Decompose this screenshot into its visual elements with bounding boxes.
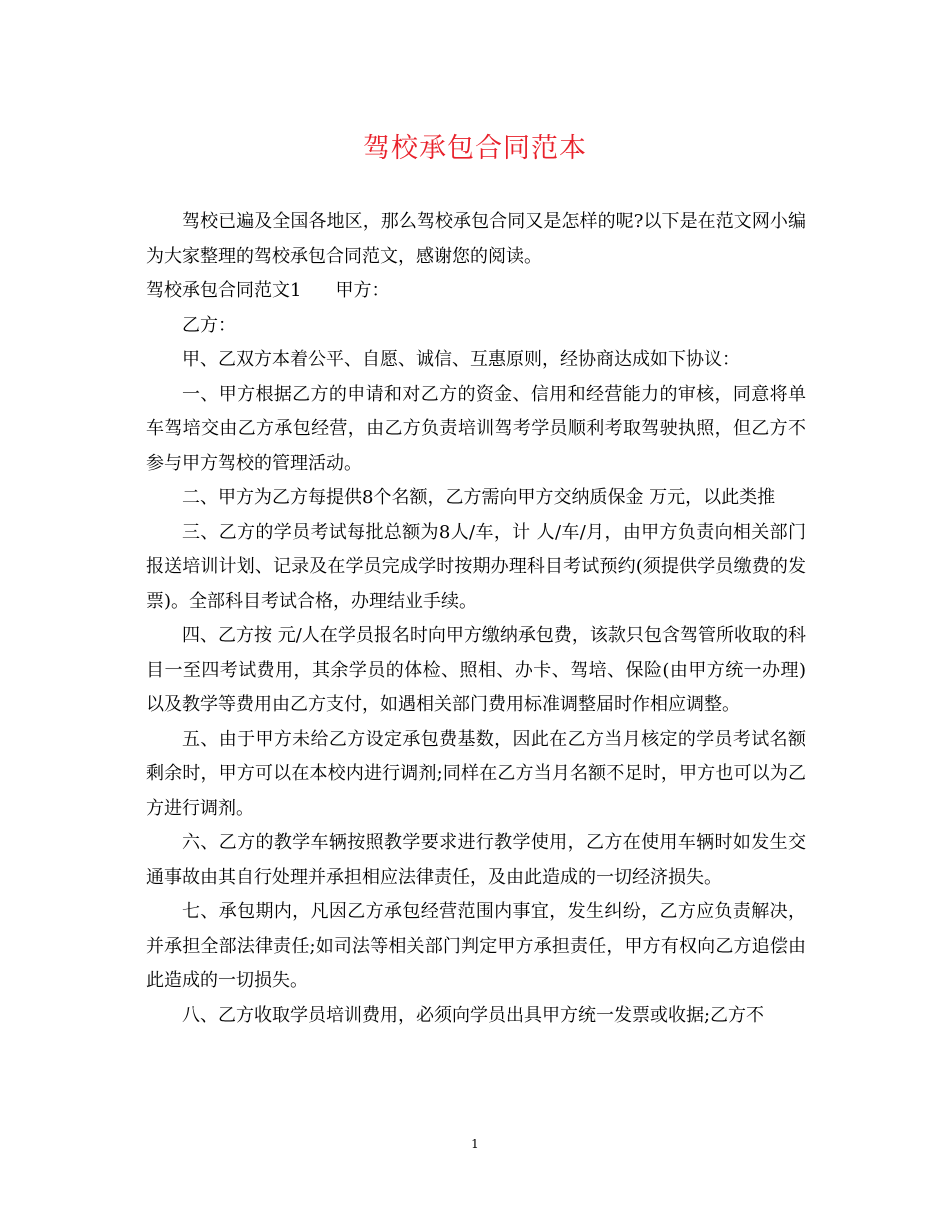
intro-paragraph: 驾校已遍及全国各地区，那么驾校承包合同又是怎样的呢?以下是在范文网小编为大家整理的驾校承包合同范文，感谢您的阅读。 [146,211,806,267]
clause-5: 五、由于甲方未给乙方设定承包费基数，因此在乙方当月核定的学员考试名额剩余时，甲方可以在本校内进行调剂;同样在乙方当月名额不足时，甲方也可以为乙方进行调剂。 [146,728,806,819]
sample-label: 驾校承包合同范文1 [146,280,302,301]
agreement-preamble: 甲、乙双方本着公平、自愿、诚信、互惠原则，经协商达成如下协议： [182,349,740,370]
clause-4: 四、乙方按 元/人在学员报名时向甲方缴纳承包费，该款只包含驾管所收取的科目一至四考试费用，其余学员的体检、照相、办卡、驾培、保险(由甲方统一办理)以及教学等费用由乙方支付，如遇相关部门费用标准调整届时作相应调整。 [146,625,806,715]
clause-3: 三、乙方的学员考试每批总额为8人/车，计 人/车/月，由甲方负责向相关部门报送培训计划、记录及在学员完成学时按期办理科目考试预约(须提供学员缴费的发票)。全部科目考试合格，办理结业手续。 [146,521,806,612]
sample-heading-line [146,274,806,309]
clause-8: 八、乙方收取学员培训费用，必须向学员出具甲方统一发票或收据;乙方不 [182,1004,765,1026]
clause-1: 一、甲方根据乙方的申请和对乙方的资金、信用和经营能力的审核，同意将单车驾培交由乙方承包经营，由乙方负责培训驾考学员顺利考取驾驶执照，但乙方不参与甲方驾校的管理活动。 [146,383,806,474]
page-number: 1 [471,1137,479,1151]
document-title: 驾校承包合同范本 [363,133,587,164]
party-a-label: 甲方： [335,280,390,301]
party-b-label: 乙方： [182,314,236,336]
clause-2: 二、甲方为乙方每提供8个名额，乙方需向甲方交纳质保金 万元，以此类推 [182,487,776,508]
clause-7: 七、承包期内，凡因乙方承包经营范围内事宜，发生纠纷，乙方应负责解决，并承担全部法律责任;如司法等相关部门判定甲方承担责任，甲方有权向乙方追偿由此造成的一切损失。 [146,901,806,991]
document-body [146,205,806,1033]
clause-6: 六、乙方的教学车辆按照教学要求进行教学使用，乙方在使用车辆时如发生交通事故由其自行处理并承担相应法律责任，及由此造成的一切经济损失。 [146,832,806,888]
